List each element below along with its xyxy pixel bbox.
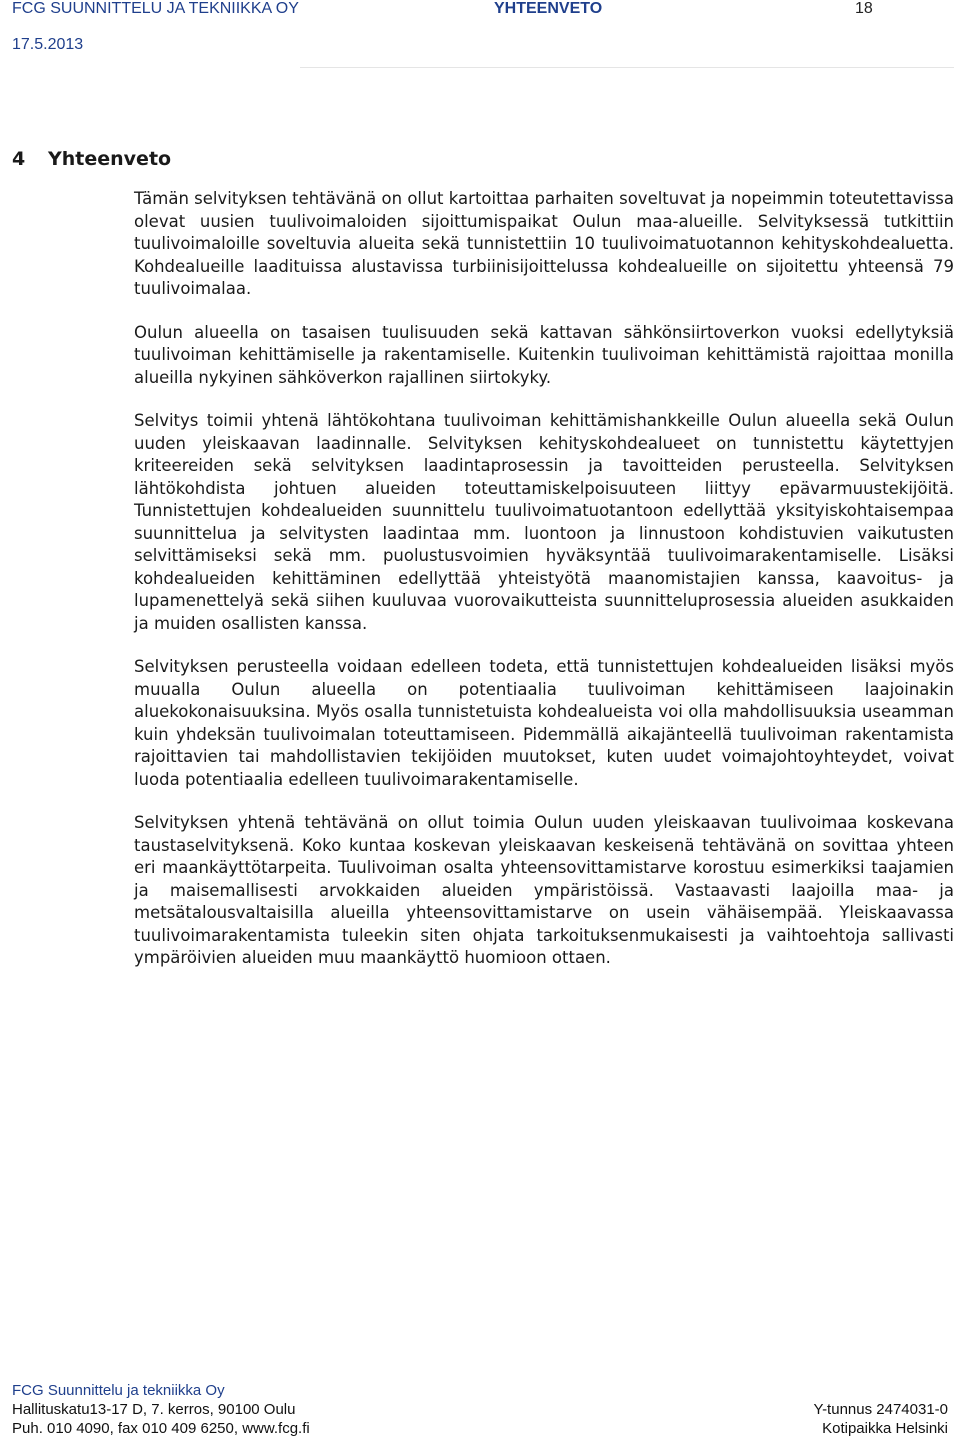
footer-company: FCG Suunnittelu ja tekniikka Oy [12, 1382, 225, 1399]
page-number: 18 [855, 0, 873, 17]
section-number: 4 [12, 148, 26, 170]
page-footer [12, 1381, 948, 1437]
header-section-title: YHTEENVETO [494, 0, 603, 17]
section-heading [12, 148, 171, 170]
footer-business-id: Y-tunnus 2474031-0 [813, 1401, 948, 1418]
header-divider [300, 67, 954, 68]
footer-domicile: Kotipaikka Helsinki [822, 1420, 948, 1437]
section-title: Yhteenveto [48, 148, 172, 170]
paragraph: Selvityksen yhtenä tehtävänä on ollut toimia Oulun uuden yleiskaavan tuulivoimaa koskevana taustaselvityksenä. Koko kuntaa koskevan yleiskaavan keskeisenä tehtävänä on sovittaa yhteen eri maankäyttötarpeita. Tuulivoiman osalta yhteensovittamistarve korostuu esimerkiksi taajamien ja maisemallisesti arvokkaiden alueiden ympäristöissä. Vastaavasti laajoilla maa- ja metsätalousvaltaisilla alueilla yhteensovittamistarve on usein vähäisempää. Yleiskaavassa tuulivoimarakentamista tuleekin siten ohjata tarkoituksenmukaisesti ja vaihtoehtoja sallivasti ympäröivien alueiden muu maankäyttö huomioon ottaen. [134, 813, 954, 967]
paragraph: Oulun alueella on tasaisen tuulisuuden sekä kattavan sähkönsiirtoverkon vuoksi edellytyksiä tuulivoiman kehittämiselle ja rakentamiselle. Kuitenkin tuulivoiman kehittämistä rajoittaa monilla alueilla nykyinen sähköverkon rajallinen siirtokyky. [134, 322, 954, 387]
paragraph: Selvityksen perusteella voidaan edelleen todeta, että tunnistettujen kohdealueiden lisäksi myös muualla Oulun alueella on potentiaalia tuulivoiman kehittämiseen laajoinakin aluekokonaisuuksina. Myös osalla tunnistetuista kohdealueista voi olla mahdollisuuksia useamman kuin yhdeksän tuulivoimalan toteuttamiseen. Pidemmällä aikajänteellä tuulivoiman rakentamista rajoittavien tai mahdollistavien tekijöiden muutokset, kuten uudet voimajohtoyhteydet, voivat luoda potentiaalia edelleen tuulivoimarakentamiselle. [134, 657, 954, 789]
footer-address: Hallituskatu13-17 D, 7. kerros, 90100 Oulu [12, 1401, 296, 1418]
body-text [134, 188, 954, 991]
header-company: FCG SUUNNITTELU JA TEKNIIKKA OY [12, 0, 299, 17]
header-date: 17.5.2013 [12, 36, 84, 53]
paragraph: Selvitys toimii yhtenä lähtökohtana tuulivoiman kehittämishankkeille Oulun alueella sekä Oulun uuden yleiskaavan laadinnalle. Selvityksen kehityskohdealueet on tunnistettu käytettyjen kriteereiden sekä selvityksen laadintaprosessin ja tavoitteiden perusteella. Selvityksen lähtökohdista johtuen alueiden toteuttamiskelpoisuuteen liittyy epävarmuustekijöitä. Tunnistettujen kohdealueiden suunnittelu tuulivoimatuotantoon edellyttää yksityiskohtaisempaa suunnittelua ja selvitysten laadintaa mm. luontoon ja linnustoon kohdistuvien vaikutusten selvittämiseksi sekä mm. puolustusvoimien hyväksyntää tuulivoimarakentamiselle. Lisäksi kohdealueiden kehittäminen edellyttää yhteistyötä maanomistajien kanssa, kaavoitus- ja lupamenettelyä sekä siihen kuuluvaa vuorovaikutteista suunnitteluprosessia alueiden asukkaiden ja muiden osallisten kanssa. [134, 411, 954, 633]
paragraph: Tämän selvityksen tehtävänä on ollut kartoittaa parhaiten soveltuvat ja nopeimmin toteutettavissa olevat uusien tuulivoimaloiden sijoittumispaikat Oulun maa-alueille. Selvityksessä tutkittiin tuulivoimaloille soveltuvia alueita sekä tunnistettiin 10 tuulivoimatuotannon kehityskohdealuetta. Kohdealueille laadituissa alustavissa turbiinisijoittelussa kohdealueille on sijoitettu yhteensä 79 tuulivoimalaa. [134, 189, 954, 298]
footer-contact: Puh. 010 4090, fax 010 409 6250, www.fcg.fi [12, 1420, 310, 1437]
